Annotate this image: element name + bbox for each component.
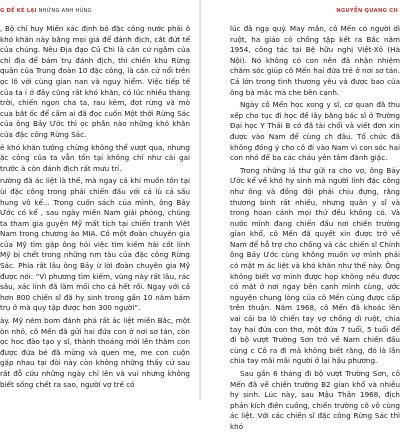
left-header-book: NHỮNG ANH HÙNG <box>38 8 92 14</box>
paragraph: rường đã ác liệt là thế, mà ngay cả khi muốn tồn tại ùi đặc công trong phải chiến đấu với cá lù cá sấu hung vô kể... Trong cuốn sách của mình, ông Bảy Ước có kể , sau ngày miền Nam giải phóng, chúng ta tham gia guyện Mỹ mất tích tại chiến tranh Việt Nam trong chương ào MIA. Có một đoàn chuyên gia của Mỹ tìm gặp ông hỏi việc tìm kiếm hài cốt lính Mỹ bị chết trong những nm tàu của đặc công Rừng Sác. Phía rất lâu ông Bảy ừ lời đoàn chuyên gia Mỹ được nói: “Vì phương tìm kiếm, vùng này rất lâu, rác sâu, xác lính đã làm mồi cho cá hết rồi. Ngay với cả hơn 800 chiến sĩ đã hy sinh trong gần 10 năm bám trụ ở mà quy tập được hơn 300 người”. <box>0 176 190 313</box>
left-page-body <box>0 24 190 390</box>
left-header-title: G ĐỂ KẺ LẠI <box>0 8 37 14</box>
paragraph: Sau gần 6 tháng đi bộ vượt Trường Sơn, cô Mến đã về chiến trường B2 gian khổ và nhiều hy sinh. Lúc này, sau Mậu Thân 1968, địch phản kích điên cuồng, chiến trường cô vô cùng ác liệt. Với các chiến sĩ đặc công Rừng Sác thì khó <box>230 369 400 431</box>
right-running-header: NGUYỄN QUANG CH <box>336 8 398 14</box>
paragraph: Ngày cô Mến học xong y sĩ, cơ quan đã thu xếp cho tục đi học đề lây bằng bác sĩ ở Trường Đại học Y Thái B có đã tài chổi và viết đơn xin được vào Nam để cùng ch đâu. Tổ chức đã không đồng ý cho cô đi vào Nam vì con sóc hai con nhỏ để ba các cháu yên tâm đánh giặc. <box>230 100 400 163</box>
paragraph: ẻ khó khăn tưởng chừng không thể vượt qua, nhưng ặc công của ta vẫn tồn tại không chỉ như cái gai trước à còn đánh địch rất mưu trí. <box>0 142 190 173</box>
paragraph: , Bộ chỉ huy Miền xác định bỏ đặc công nước phải ô khó khăn này bằng mọi giá để đánh địch, cắt đứt tế của chúng. Nêu Địa đạo Củ Chi là căn cứ ngầm của chỉ địa để bám trụ đánh địch, thì chiến khu Rừng quân của Trung đoàn 10 đặc công, là căn cứ nổi trên ọc lõ với cùng gian nan và nguy hiểm. Việc tiếp tế của ta i ở đây cũng rất khó khăn, có lúc nhiều tháng trời, chiến ngon cha ta, rau kèm, đọt rừng và mò cua bắt ốc để cầm ai đã đọc cuốn Một thời Rừng Sác của ông Bảy Ước thì ọc phần nào những khó khăn của đặc công Rừng Sác. <box>0 24 190 139</box>
paragraph: lúc đã ngạ quý. May mắn, cô Mến có người dì ruột, ha giáo có chồng tập kết ra Bắc năm 1954, công tác tại Bệ hữu nghị Việt-Xô (Hà Nội). Nó không có con nên đã nhận nhiệm chăm sóc giúp cô Mến hai đứa trẻ ở nơi sơ tán. Cả lớn trong tình thương yêu và được bao của ông bà mặc mà che bên cạnh. <box>230 24 400 97</box>
right-page-body <box>230 24 400 433</box>
page-gutter <box>199 0 201 400</box>
paragraph: Trong những lá thư gửi ra cho vợ, ông Bảy Ước kể về khó hy sinh mà người lính đặc công như ông và đồng đội phải chịu đựng, rằng thương binh rất nhiều, nhưng quân y sĩ và trong hoan cảnh mọi thứ đều không có. Và nước mình đang chiến đấu nơi chiến trường gian khổ, cô Mến đã quyết xin được trở về Nam để hỗ trợ cho chồng và các chiến sĩ Chính ông Bảy Ước cùng không muốn vợ mình phải có mặt m ác liệt và khó khăn như thế này. Ông không biết vợ mình được họp không nếu được có mặt ở nơi ngay bên cạnh mình cùng, ước nguyện chung lòng của cô Mến cùng được cấp trên thuận. Năm 1968, cô Mến đã khoác lên vai cái ba lô chiến tay vợ chồng dì ruột, chia tay hai đứa con thơ, một đứa 7 tuổi, 5 tuổi để đi bộ vượt Trường Sơn trở về Nam chiến đấu cùng c Cô ra đi mà không biết rằng, đó là lần chia tay mãi mãi người ở lại hậu phương. <box>230 165 400 366</box>
left-running-header <box>0 8 92 14</box>
paragraph: ày. Mỹ ném bom đánh phá rất ác liệt miền Bắc, một òn nhỏ, cô Mến đã gửi hai đứa con ở nơi sơ tán, còn ọc hoc đào tạo y sĩ, thành thoáng mới lên thăm con được đứa bé đã mừng và quen mẹ, mẹ con cuộn gặp nhau tại đòi này còn không những thấy cứ sau rất đỗ cứu những ngày chỉ lên và vui nhưng không biết sống chết ra sao, người vợ trẻ có <box>0 316 190 389</box>
